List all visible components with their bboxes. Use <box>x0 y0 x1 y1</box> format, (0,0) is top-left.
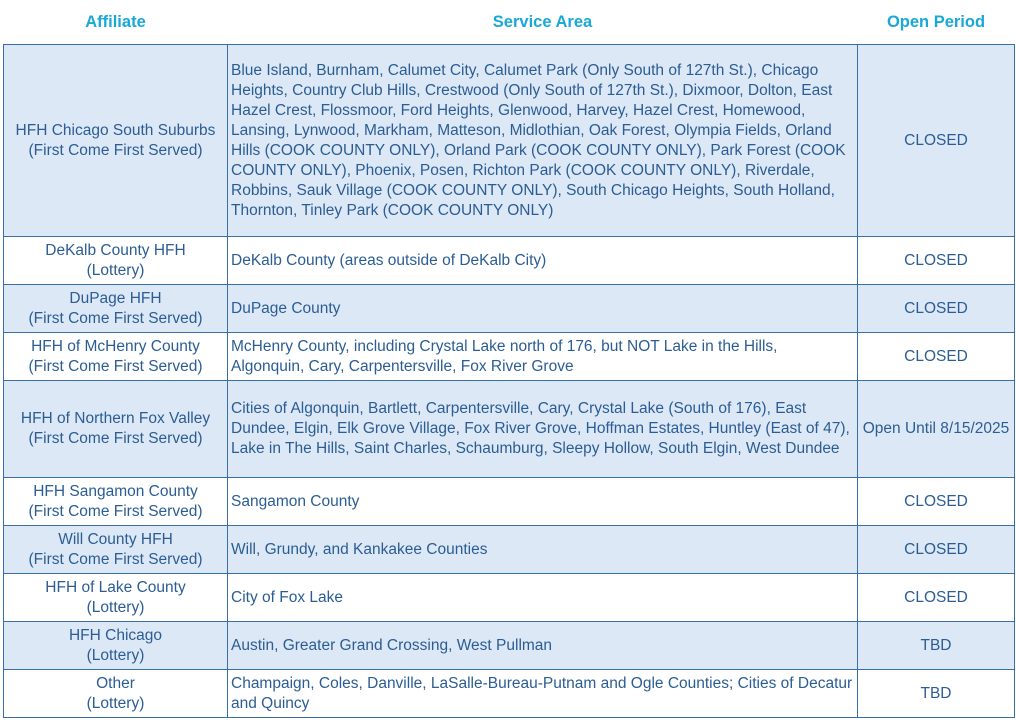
table-row <box>4 45 1015 237</box>
affiliate-cell <box>4 670 228 718</box>
affiliate-type: (First Come First Served) <box>28 430 203 447</box>
affiliate-name: HFH Sangamon County <box>33 482 198 500</box>
service-area-cell: DuPage County <box>228 285 858 333</box>
table-row <box>4 381 1015 478</box>
affiliate-name: HFH Chicago South Suburbs <box>15 121 216 139</box>
table-row <box>4 478 1015 526</box>
service-area-cell: McHenry County, including Crystal Lake north of 176, but NOT Lake in the Hills, Algonquin, Cary, Carpentersville, Fox River Grove <box>228 333 858 381</box>
affiliate-type: (Lottery) <box>86 646 145 664</box>
affiliate-type: (First Come First Served) <box>28 502 203 520</box>
affiliate-name: Will County HFH <box>58 530 173 548</box>
affiliate-name: HFH of Northern Fox Valley <box>20 410 211 427</box>
table-row <box>4 333 1015 381</box>
open-period-cell: CLOSED <box>858 237 1015 285</box>
service-area-cell: Sangamon County <box>228 478 858 526</box>
affiliate-type: (First Come First Served) <box>28 141 203 159</box>
table-row <box>4 285 1015 333</box>
affiliate-name: HFH of Lake County <box>45 578 186 596</box>
affiliate-type: (Lottery) <box>86 694 145 712</box>
service-area-cell: Will, Grundy, and Kankakee Counties <box>228 526 858 574</box>
service-area-cell: Cities of Algonquin, Bartlett, Carpentersville, Cary, Crystal Lake (South of 176), East Dundee, Elgin, Elk Grove Village, Fox River Grove, Hoffman Estates, Huntley (East of 47), Lake in The Hills, Saint Charles, Schaumburg, Sleepy Hollow, South Elgin, West Dundee <box>228 381 858 478</box>
affiliate-type: (Lottery) <box>86 598 145 616</box>
affiliate-name: Other <box>96 674 135 692</box>
open-period-cell: Open Until 8/15/2025 <box>858 381 1015 478</box>
service-area-cell: DeKalb County (areas outside of DeKalb City) <box>228 237 858 285</box>
affiliate-cell <box>4 381 228 478</box>
affiliate-name: DeKalb County HFH <box>45 241 186 259</box>
affiliate-cell <box>4 237 228 285</box>
table-row <box>4 622 1015 670</box>
header-row <box>4 0 1015 45</box>
open-period-cell: TBD <box>858 670 1015 718</box>
open-period-cell: CLOSED <box>858 574 1015 622</box>
open-period-cell: TBD <box>858 622 1015 670</box>
open-period-cell: CLOSED <box>858 333 1015 381</box>
affiliate-cell <box>4 285 228 333</box>
affiliate-cell <box>4 333 228 381</box>
header-open-period: Open Period <box>886 12 986 31</box>
open-period-cell: CLOSED <box>858 45 1015 237</box>
affiliate-name: DuPage HFH <box>69 289 162 307</box>
affiliate-cell <box>4 478 228 526</box>
table-row <box>4 670 1015 718</box>
table-row <box>4 237 1015 285</box>
affiliate-cell <box>4 45 228 237</box>
header-affiliate: Affiliate <box>85 12 146 31</box>
affiliate-name: HFH Chicago <box>68 626 163 644</box>
service-area-cell: Champaign, Coles, Danville, LaSalle-Bureau-Putnam and Ogle Counties; Cities of Decatur and Quincy <box>228 670 858 718</box>
header-service-area: Service Area <box>492 12 593 31</box>
affiliate-cell <box>4 574 228 622</box>
affiliate-type: (First Come First Served) <box>28 550 203 568</box>
affiliate-name: HFH of McHenry County <box>31 337 200 355</box>
affiliate-type: (Lottery) <box>86 261 145 279</box>
affiliate-table <box>3 0 1015 718</box>
service-area-cell: Blue Island, Burnham, Calumet City, Calumet Park (Only South of 127th St.), Chicago Heights, Country Club Hills, Crestwood (Only South of 127th St.), Dixmoor, Dolton, East Hazel Crest, Flossmoor, Ford Heights, Glenwood, Harvey, Hazel Crest, Homewood, Lansing, Lynwood, Markham, Matteson, Midlothian, Oak Forest, Olympia Fields, Orland Hills (COOK COUNTY ONLY), Orland Park (COOK COUNTY ONLY), Park Forest (COOK COUNTY ONLY), Phoenix, Posen, Richton Park (COOK COUNTY ONLY), Riverdale, Robbins, Sauk Village (COOK COUNTY ONLY), South Chicago Heights, South Holland, Thornton, Tinley Park (COOK COUNTY ONLY) <box>228 45 858 237</box>
affiliate-cell <box>4 526 228 574</box>
service-area-cell: Austin, Greater Grand Crossing, West Pullman <box>228 622 858 670</box>
service-area-cell: City of Fox Lake <box>228 574 858 622</box>
table-row <box>4 574 1015 622</box>
affiliate-type: (First Come First Served) <box>28 309 203 327</box>
open-period-cell: CLOSED <box>858 285 1015 333</box>
open-period-cell: CLOSED <box>858 478 1015 526</box>
affiliate-type: (First Come First Served) <box>28 357 203 375</box>
table-row <box>4 526 1015 574</box>
affiliate-cell <box>4 622 228 670</box>
open-period-cell: CLOSED <box>858 526 1015 574</box>
